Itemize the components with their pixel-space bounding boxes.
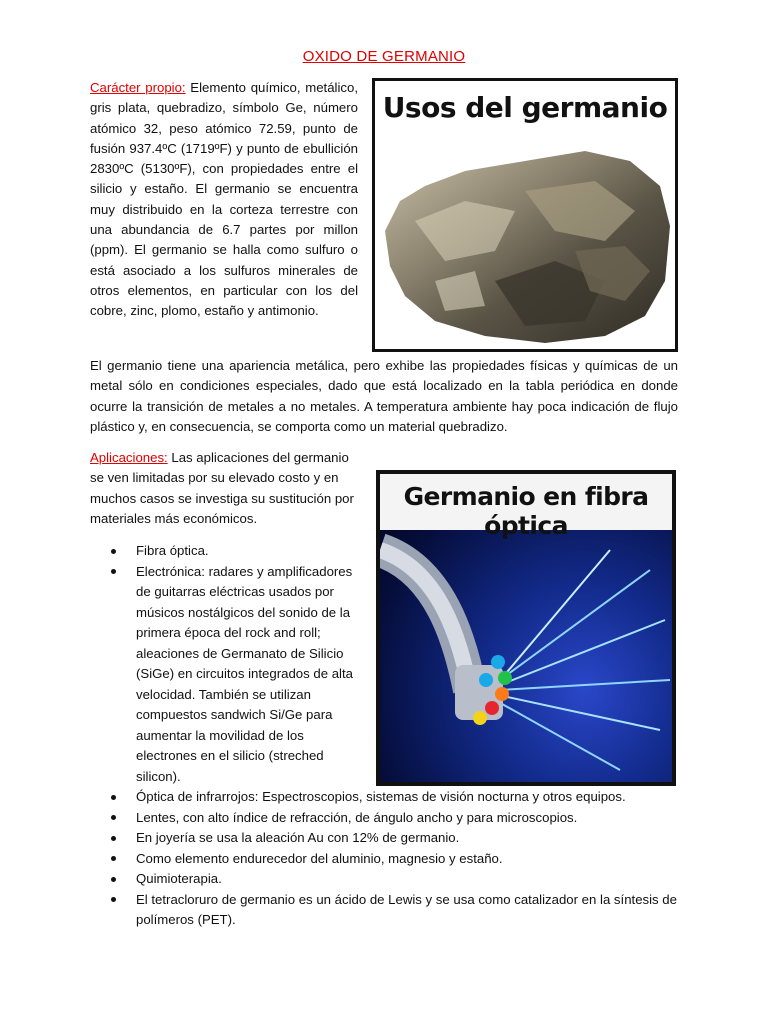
optical-fiber-image	[376, 470, 676, 786]
image-caption-fibra: Germanio en fibra óptica	[403, 482, 649, 540]
fiber-cable-illustration	[380, 530, 672, 782]
list-item: Lentes, con alto índice de refracción, de ángulo ancho y para microscopios.	[110, 808, 700, 829]
germanium-rock-illustration	[375, 131, 675, 351]
paragraph-aplicaciones	[90, 448, 366, 529]
list-item: Quimioterapia.	[110, 869, 700, 890]
list-item: Como elemento endurecedor del aluminio, magnesio y estaño.	[110, 849, 700, 870]
aplicaciones-label: Aplicaciones:	[90, 450, 168, 465]
paragraph-apariencia: El germanio tiene una apariencia metálica, pero exhibe las propiedades físicas y químicas de un metal sólo en condiciones especiales, dado que está localizado en la tabla periódica en donde ocurre la transición de metales a no metales. A temperatura ambiente hay poca indicación de flujo plástico y, en consecuencia, se comporta como un material quebradizo.	[90, 358, 678, 434]
germanium-mineral-image	[372, 78, 678, 352]
list-item: En joyería se usa la aleación Au con 12% de germanio.	[110, 828, 700, 849]
applications-list-continued	[110, 787, 700, 931]
caracter-propio-label: Carácter propio:	[90, 80, 186, 95]
list-item: El tetracloruro de germanio es un ácido de Lewis y se usa como catalizador en la síntesis de polímeros (PET).	[110, 890, 700, 931]
list-item: Electrónica: radares y amplificadores de guitarras eléctricas usados por músicos nostálgicos del sonido de la primera época del rock and roll; aleaciones de Germanato de Silicio (SiGe) en circuitos integrados de alta velocidad. También se utilizan compuestos sandwich Si/Ge para aumentar la movilidad de los electrones en el silicio (streched silicon).	[110, 562, 368, 788]
caracter-propio-text: Elemento químico, metálico, gris plata, quebradizo, símbolo Ge, número atómico 32, peso atómico 72.59, punto de fusión 937.4ºC (1719ºF) y punto de ebullición 2830ºC (5130ºF), con propiedades entre el silicio y estaño. El germanio se encuentra muy distribuido en la corteza terrestre con una abundancia de 6.7 partes por millon (ppm). El germanio se halla como sulfuro o está asociado a los sulfuros minerales de otros elementos, en particular con los del cobre, zinc, plomo, estaño y antimonio.	[90, 80, 358, 319]
applications-list	[110, 541, 368, 787]
image-caption-usos: Usos del germanio	[382, 91, 668, 124]
aplicaciones-text: Las aplicaciones del germanio se ven limitadas por su elevado costo y en muchos casos se investiga su sustitución por materiales más económicos.	[90, 450, 354, 526]
list-item: Fibra óptica.	[110, 541, 368, 562]
paragraph-caracter-propio	[90, 78, 358, 322]
document-title: OXIDO DE GERMANIO	[302, 48, 466, 65]
list-item: Óptica de infrarrojos: Espectroscopios, sistemas de visión nocturna y otros equipos.	[110, 787, 700, 808]
